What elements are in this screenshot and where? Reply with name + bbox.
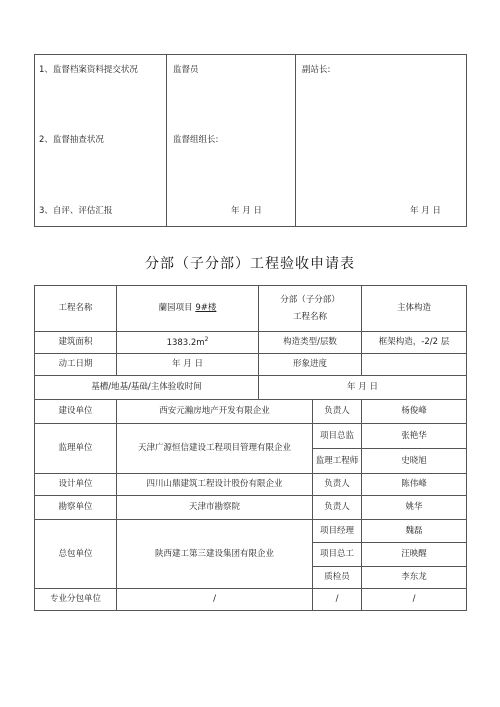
role-label: 监理工程师 — [313, 449, 362, 474]
acceptance-time-value: 年 月 日 — [259, 376, 467, 400]
person-name: / — [362, 589, 467, 611]
person-name: 魏磊 — [362, 520, 467, 543]
table-row — [35, 424, 467, 449]
spot-check-label: 2、监督抽查状况 — [39, 135, 104, 145]
sub-project-label — [259, 286, 362, 332]
role-label: / — [313, 589, 362, 611]
role-label: 项目经理 — [313, 520, 362, 543]
table-row — [35, 589, 467, 611]
person-name: 汪映醒 — [362, 543, 467, 567]
sub-project-value: 主体构造 — [362, 286, 467, 332]
person-name: 李东龙 — [362, 567, 467, 589]
unit-name: / — [117, 589, 313, 611]
area-label: 建筑面积 — [35, 332, 117, 354]
project-name-text: 蘭园项目 — [158, 303, 193, 314]
area-value-cell — [117, 332, 259, 354]
unit-label: 设计单位 — [35, 474, 117, 496]
table-row — [35, 474, 467, 496]
deputy-director-label: 副站长: — [302, 65, 331, 75]
supervisor-cell — [167, 55, 296, 227]
acceptance-table — [34, 285, 467, 611]
table-row — [35, 376, 467, 400]
role-label: 负责人 — [313, 474, 362, 496]
group-leader-label: 监督组组长: — [173, 135, 219, 145]
unit-name: 四川山鼎建筑工程设计股份有限企业 — [117, 474, 313, 496]
unit-name: 西安元瀚房地产开发有限企业 — [117, 400, 313, 424]
person-name: 史晓旭 — [362, 449, 467, 474]
start-date-value: 年 月 日 — [117, 354, 259, 376]
table-row — [35, 332, 467, 354]
form-title: 分部（子分部）工程验收申请表 — [145, 256, 355, 272]
table-row — [35, 496, 467, 520]
person-name: 姚华 — [362, 496, 467, 520]
unit-name: 陕西建工第三建设集团有限企业 — [117, 520, 313, 589]
project-name-value — [117, 286, 259, 332]
table-row — [35, 400, 467, 424]
area-value: 1383.2m — [166, 338, 205, 349]
table-row — [35, 520, 467, 543]
supervisor-label: 监督员 — [173, 65, 199, 75]
role-label: 项目总工 — [313, 543, 362, 567]
unit-label: 建设单位 — [35, 400, 117, 424]
progress-label: 形象进度 — [259, 354, 362, 376]
role-label: 项目总监 — [313, 424, 362, 449]
acceptance-time-label: 基槽/地基/基础/主体验收时间 — [35, 376, 259, 400]
role-label: 质检员 — [313, 567, 362, 589]
building-number: 9#楼 — [195, 303, 217, 314]
role-label: 负责人 — [313, 496, 362, 520]
archive-status-label: 1、监督档案资料提交状况 — [39, 65, 138, 75]
table-row — [35, 354, 467, 376]
unit-name: 天津广源恒信建设工程项目管理有限企业 — [117, 424, 313, 474]
sub-project-label-line2: 工程名称 — [293, 311, 328, 322]
deputy-director-cell — [296, 55, 467, 227]
area-unit-sup: 2 — [204, 336, 209, 344]
person-name: 杨俊峰 — [362, 400, 467, 424]
deputy-director-date: 年 月 日 — [410, 206, 441, 216]
structure-value: 框架构造，-2/2 层 — [362, 332, 467, 354]
unit-label: 专业分包单位 — [35, 589, 117, 611]
person-name: 张艳华 — [362, 424, 467, 449]
supervisor-date: 年 月 日 — [231, 206, 262, 216]
structure-label: 构造类型/层数 — [259, 332, 362, 354]
self-evaluation-label: 3、自评、评估汇报 — [39, 206, 113, 216]
unit-label: 总包单位 — [35, 520, 117, 589]
role-label: 负责人 — [313, 400, 362, 424]
supervision-status-cell — [35, 55, 167, 227]
supervision-table — [34, 54, 467, 227]
sub-project-label-line1: 分部（子分部） — [280, 294, 340, 305]
person-name: 陈伟峰 — [362, 474, 467, 496]
unit-name: 天津市勘察院 — [117, 496, 313, 520]
progress-value — [362, 354, 467, 376]
table-row — [35, 286, 467, 332]
project-name-label: 工程名称 — [35, 286, 117, 332]
unit-label: 勘察单位 — [35, 496, 117, 520]
unit-label: 监理单位 — [35, 424, 117, 474]
start-date-label: 动工日期 — [35, 354, 117, 376]
